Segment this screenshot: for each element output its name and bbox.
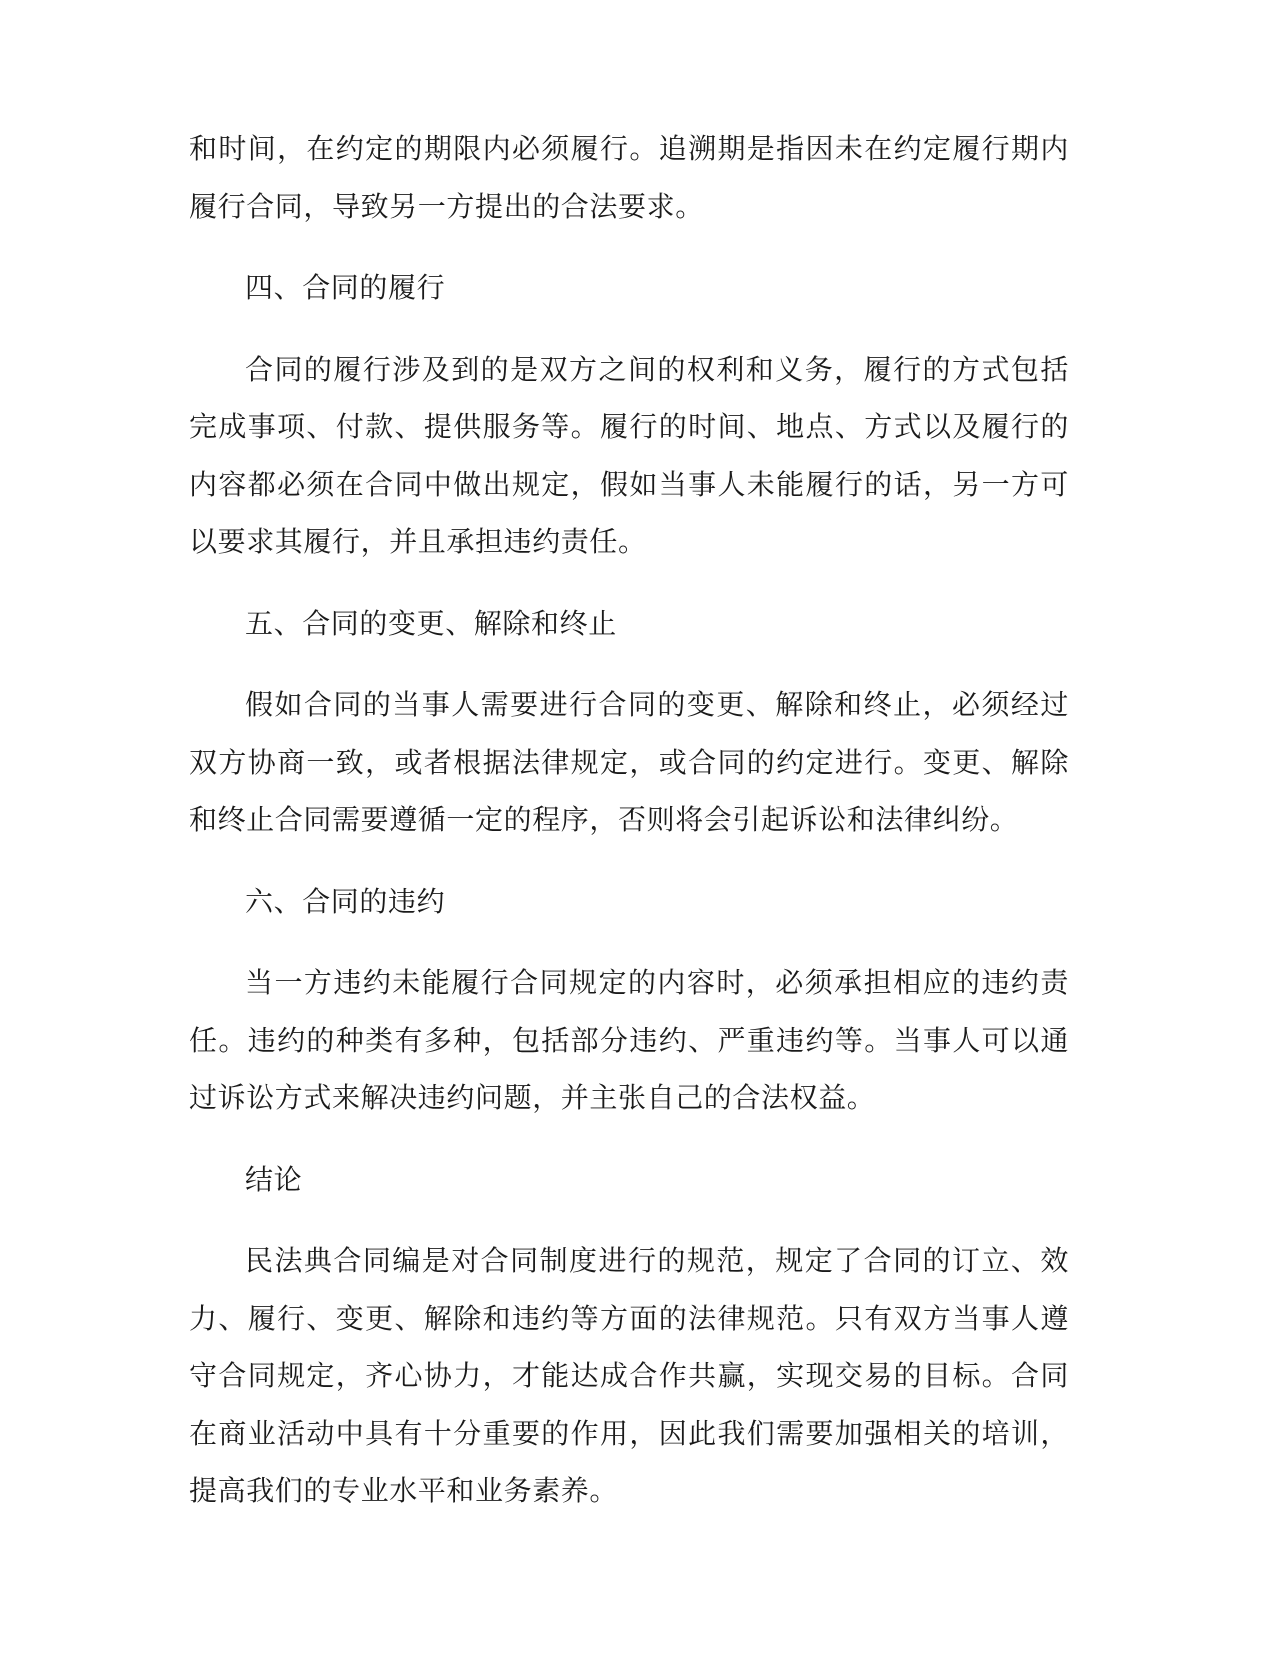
section-heading-5: 五、合同的变更、解除和终止 xyxy=(245,606,617,640)
section-heading-conclusion: 结论 xyxy=(245,1162,303,1196)
paragraph-6: 当一方违约未能履行合同规定的内容时，必须承担相应的违约责任。违约的种类有多种，包括部分违约、严重违约等。当事人可以通过诉讼方式来解决违约问题，并主张自己的合法权益。 xyxy=(189,966,1069,1114)
paragraph-4: 合同的履行涉及到的是双方之间的权利和义务，履行的方式包括完成事项、付款、提供服务等。履行的时间、地点、方式以及履行的内容都必须在合同中做出规定，假如当事人未能履行的话，另一方可以要求其履行，并且承担违约责任。 xyxy=(189,352,1069,558)
paragraph-5: 假如合同的当事人需要进行合同的变更、解除和终止，必须经过双方协商一致，或者根据法律规定，或合同的约定进行。变更、解除和终止合同需要遵循一定的程序，否则将会引起诉讼和法律纠纷。 xyxy=(189,688,1069,836)
paragraph-conclusion: 民法典合同编是对合同制度进行的规范，规定了合同的订立、效力、履行、变更、解除和违约等方面的法律规范。只有双方当事人遵守合同规定，齐心协力，才能达成合作共赢，实现交易的目标。合同在商业活动中具有十分重要的作用，因此我们需要加强相关的培训，提高我们的专业水平和业务素养。 xyxy=(189,1244,1069,1507)
section-heading-6: 六、合同的违约 xyxy=(245,884,446,918)
section-heading-4: 四、合同的履行 xyxy=(245,271,446,304)
document-body xyxy=(189,120,1069,1520)
paragraph-continuation: 和时间，在约定的期限内必须履行。追溯期是指因未在约定履行期内履行合同，导致另一方提出的合法要求。 xyxy=(189,132,1069,223)
